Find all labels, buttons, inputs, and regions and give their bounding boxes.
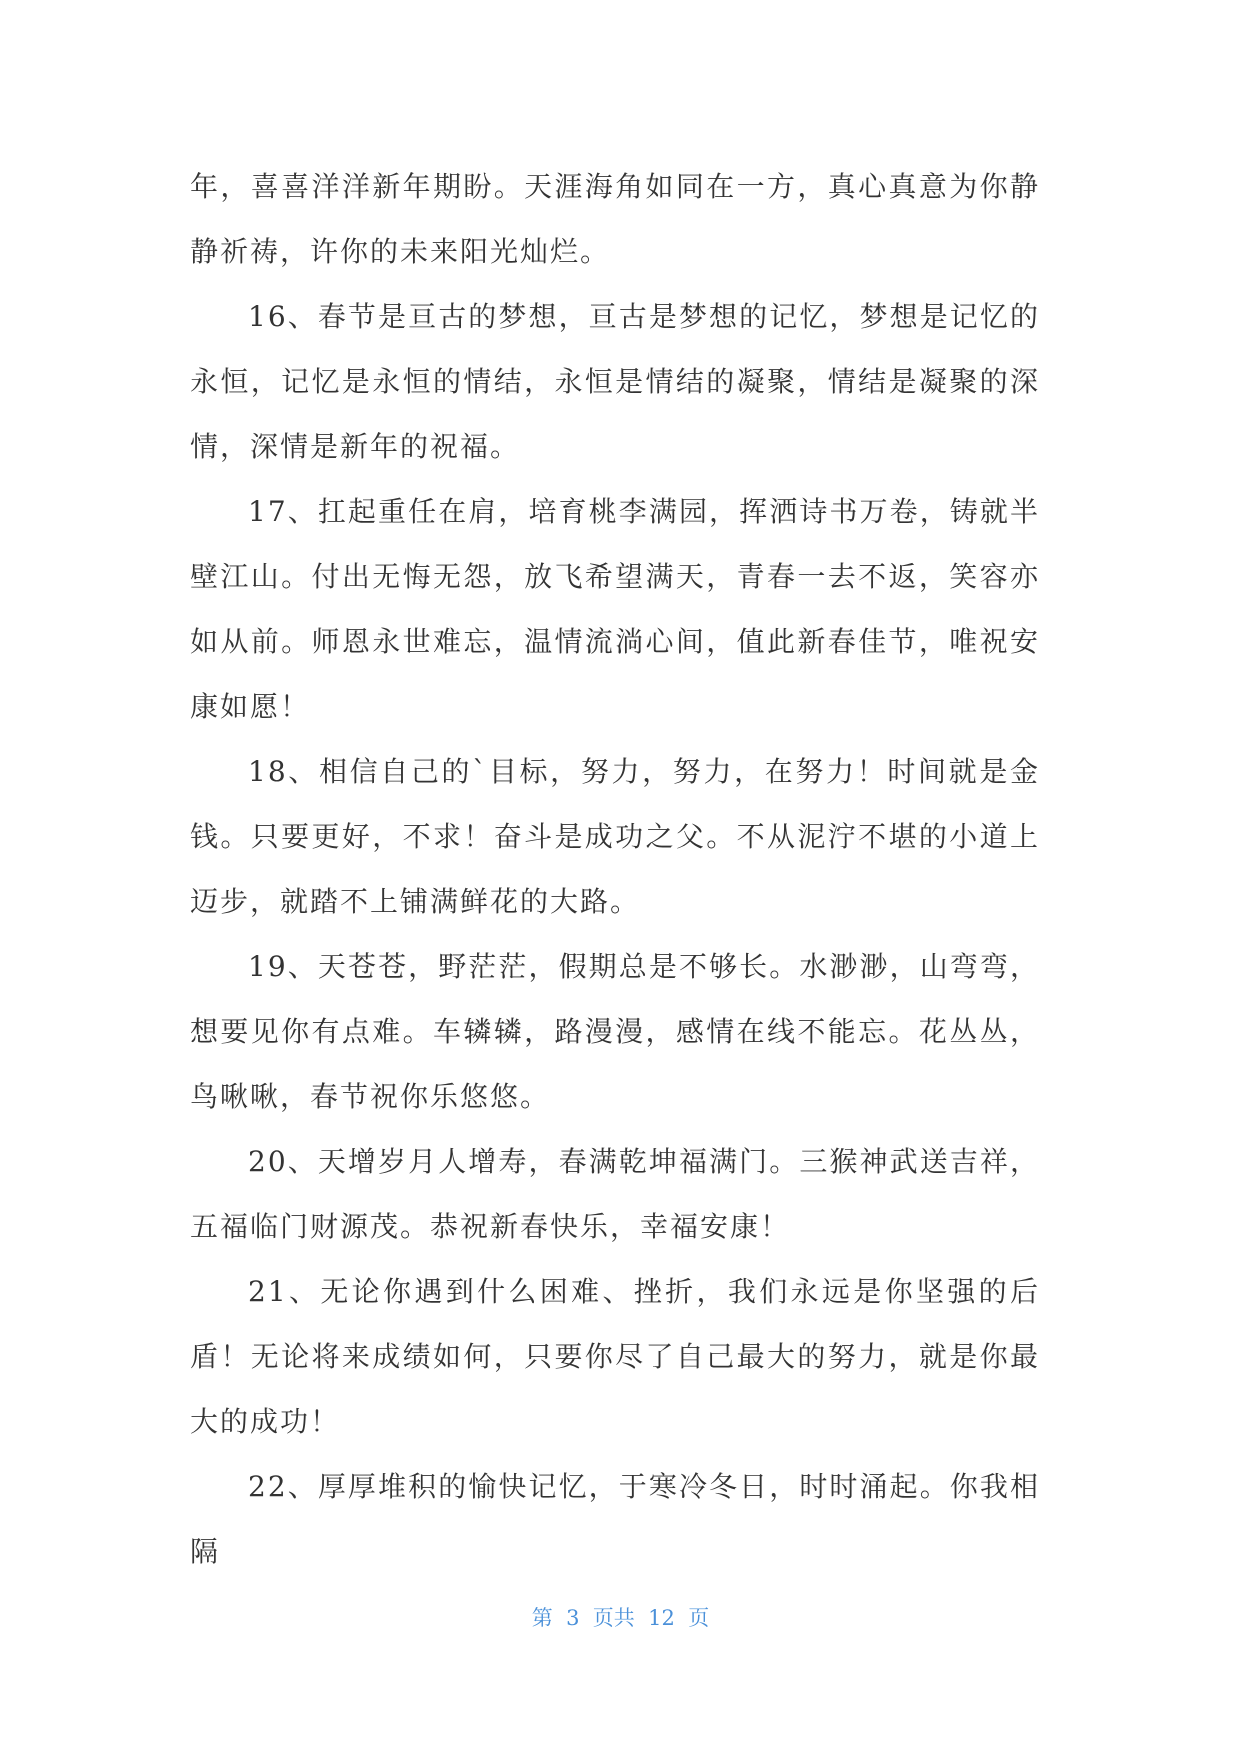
- paragraph-continuation: 年，喜喜洋洋新年期盼。天涯海角如同在一方，真心真意为你静静祈祷，许你的未来阳光灿烂。: [190, 170, 1040, 268]
- paragraph-22: 22、厚厚堆积的愉快记忆，于寒冷冬日，时时涌起。你我相隔: [190, 1470, 1040, 1568]
- paragraph-16: 16、春节是亘古的梦想，亘古是梦想的记忆，梦想是记忆的永恒，记忆是永恒的情结，永恒是情结的凝聚，情结是凝聚的深情，深情是新年的祝福。: [190, 300, 1040, 463]
- paragraph-19: 19、天苍苍，野茫茫，假期总是不够长。水渺渺，山弯弯，想要见你有点难。车辚辚，路漫漫，感情在线不能忘。花丛丛，鸟啾啾，春节祝你乐悠悠。: [190, 950, 1040, 1113]
- body-text: [190, 154, 1040, 1584]
- paragraph-21: 21、无论你遇到什么困难、挫折，我们永远是你坚强的后盾！无论将来成绩如何，只要你尽了自己最大的努力，就是你最大的成功！: [190, 1275, 1040, 1438]
- paragraph-18: 18、相信自己的`目标，努力，努力，在努力！时间就是金钱。只要更好，不求！奋斗是成功之父。不从泥泞不堪的小道上迈步，就踏不上铺满鲜花的大路。: [190, 755, 1040, 918]
- paragraph-17: 17、扛起重任在肩，培育桃李满园，挥洒诗书万卷，铸就半壁江山。付出无悔无怨，放飞希望满天，青春一去不返，笑容亦如从前。师恩永世难忘，温情流淌心间，值此新春佳节，唯祝安康如愿！: [190, 495, 1040, 723]
- page-number-footer: 第 3 页共 12 页: [531, 1606, 710, 1630]
- paragraph-20: 20、天增岁月人增寿，春满乾坤福满门。三猴神武送吉祥，五福临门财源茂。恭祝新春快乐，幸福安康！: [190, 1145, 1040, 1243]
